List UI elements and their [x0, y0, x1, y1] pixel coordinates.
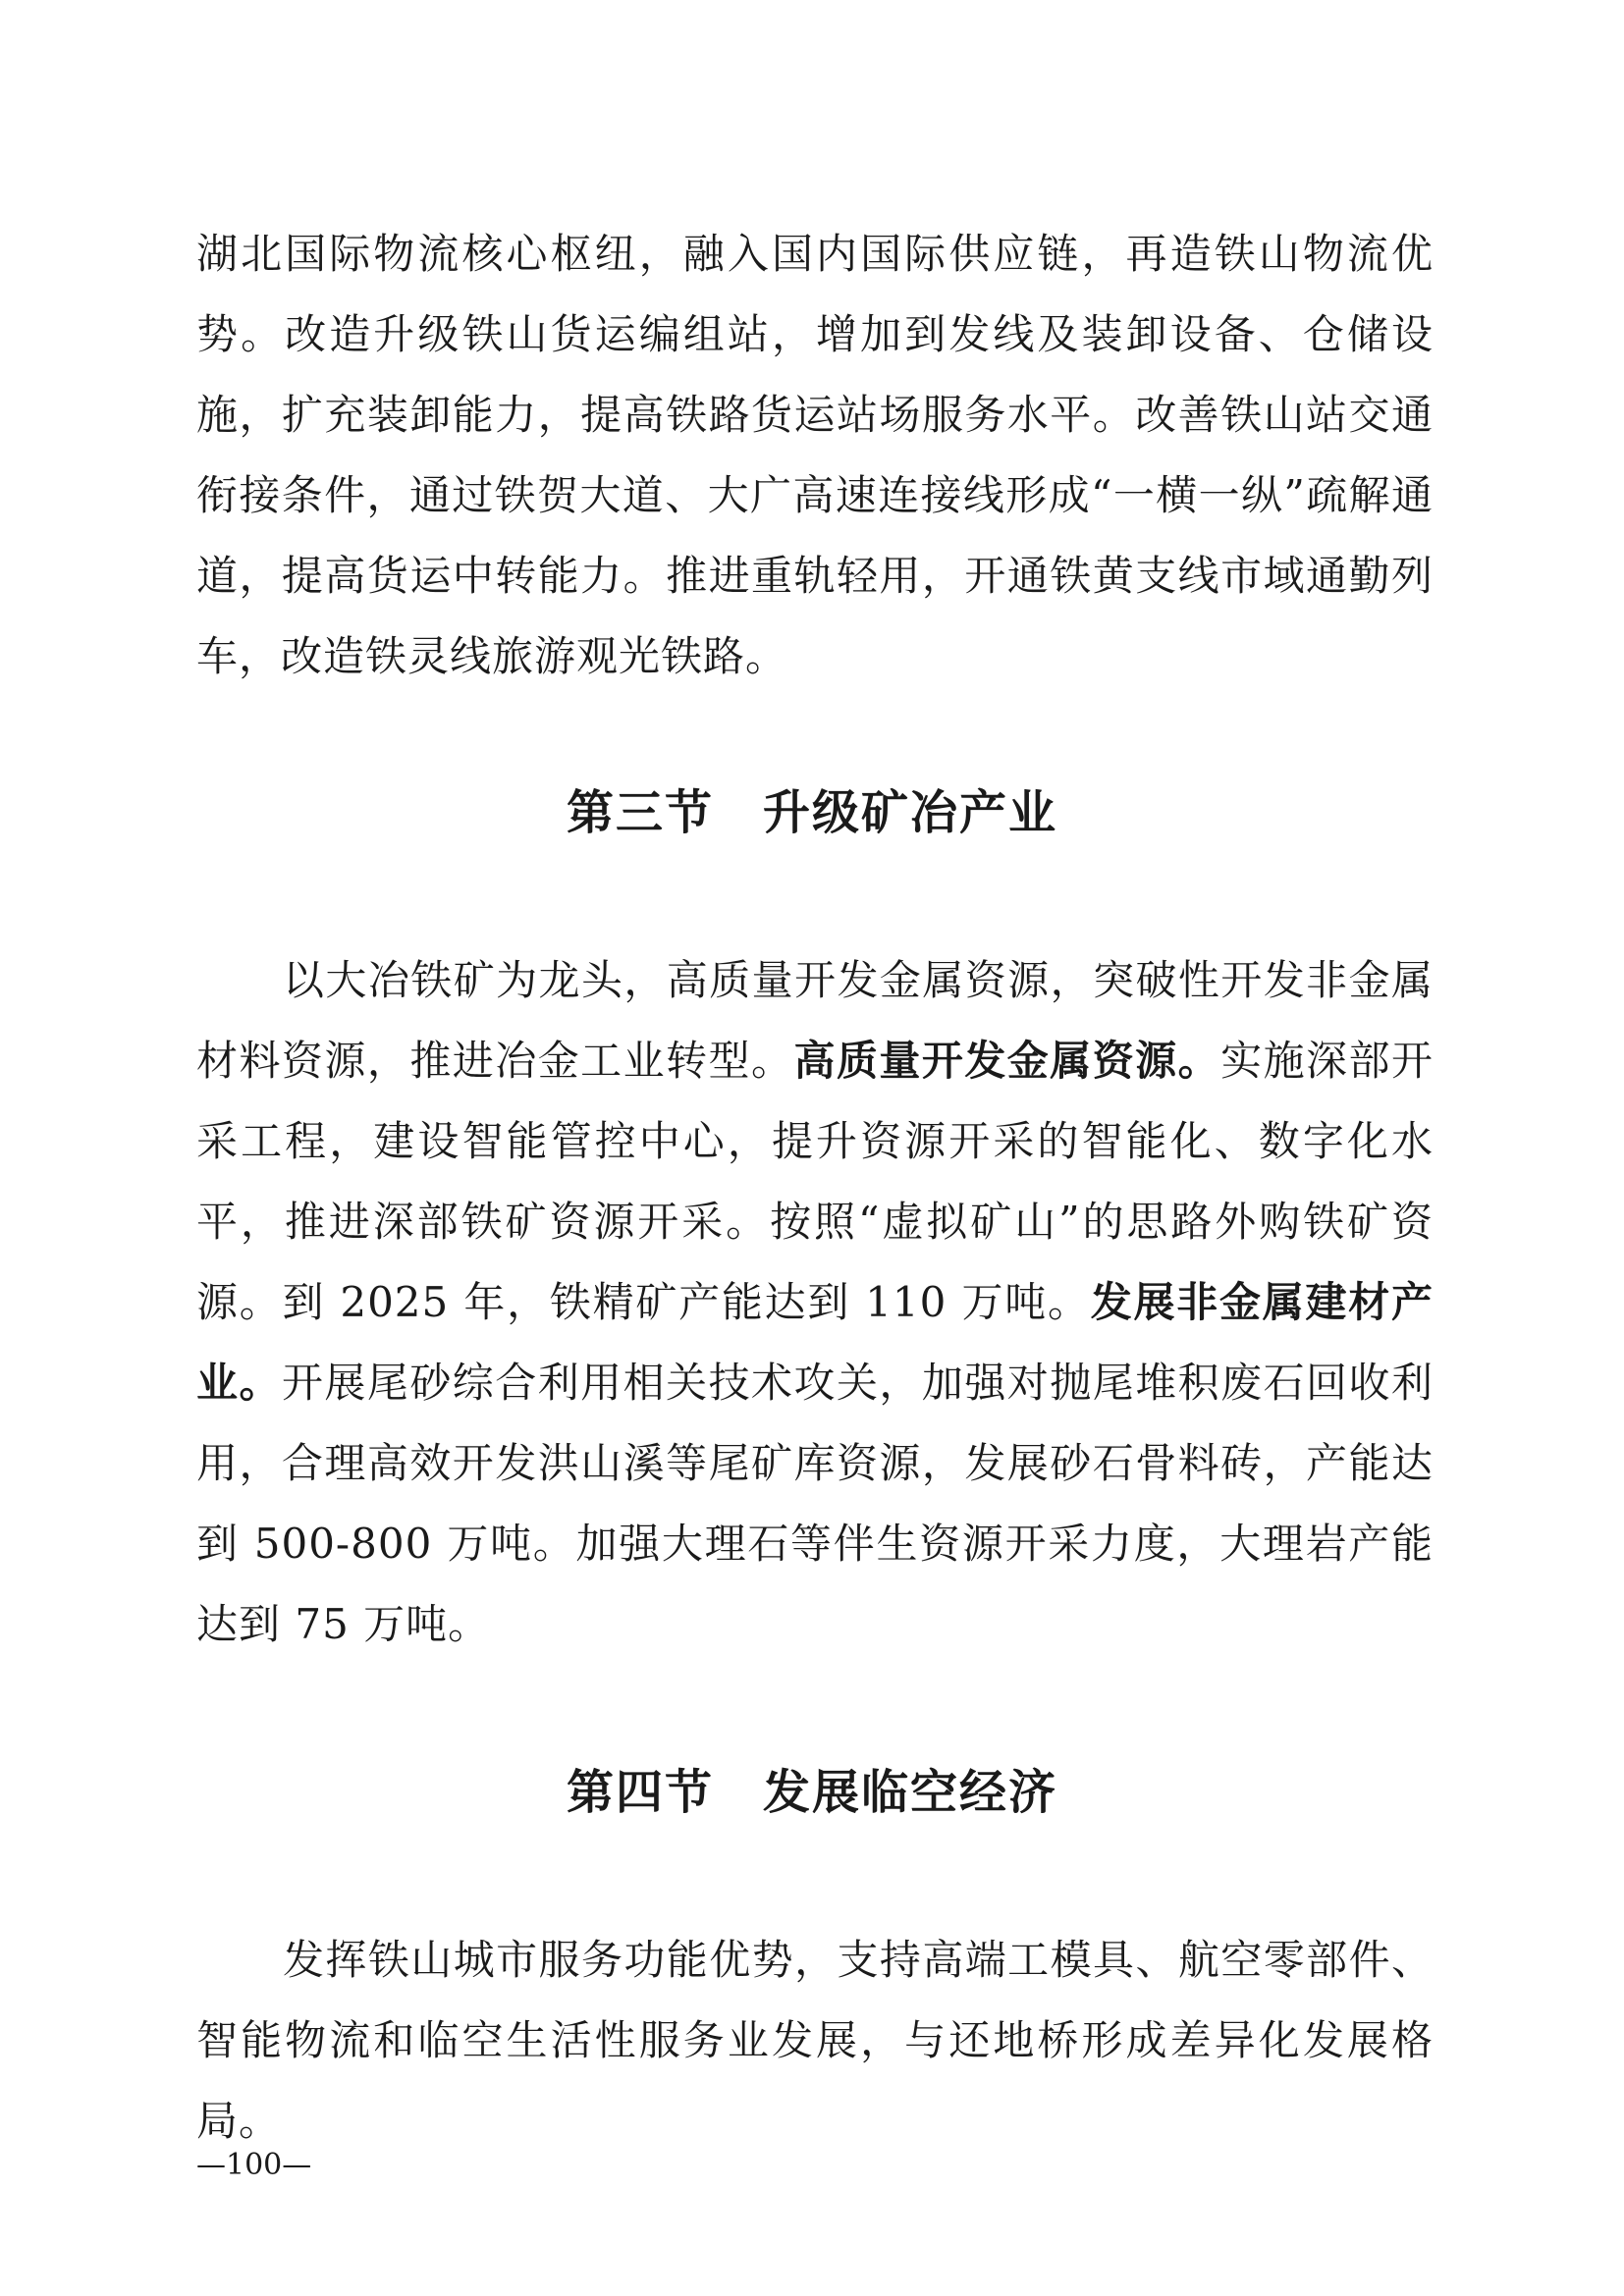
page-number: —100— — [196, 2148, 312, 2182]
paragraph-mining-part-1: 以大冶铁矿为龙头，高质量开发金属资源，突破性开发非金属材料资源，推进冶金工业转型。 — [196, 956, 1434, 1085]
section-heading-mining: 第三节 升级矿冶产业 — [566, 785, 1057, 840]
paragraph-mining-part-2: 实施深部开采工程，建设智能管控中心，提升资源开采的智能化、数字化水平，推进深部铁矿资源开采。按照“虚拟矿山”的思路外购铁矿资源。到 2025 年，铁精矿产能达到 110 万吨。 — [196, 1037, 1434, 1326]
section-heading-airport-economy: 第四节 发展临空经济 — [566, 1765, 1057, 1820]
paragraph-mining — [196, 940, 1434, 1665]
paragraph-logistics — [196, 214, 1434, 697]
paragraph-logistics-text: 湖北国际物流核心枢纽，融入国内国际供应链，再造铁山物流优势。改造升级铁山货运编组站，增加到发线及装卸设备、仓储设施，扩充装卸能力，提高铁路货运站场服务水平。改善铁山站交通衔接条件，通过铁贺大道、大广高速连接线形成“一横一纵”疏解通道，提高货运中转能力。推进重轨轻用，开通铁黄支线市域通勤列车，改造铁灵线旅游观光铁路。 — [196, 230, 1434, 680]
paragraph-airport-economy — [196, 1920, 1434, 2162]
paragraph-mining-bold-2: 发展非金属建材产业。 — [196, 1278, 1434, 1407]
paragraph-mining-part-3: 开展尾砂综合利用相关技术攻关，加强对抛尾堆积废石回收利用，合理高效开发洪山溪等尾矿库资源，发展砂石骨料砖，产能达到 500-800 万吨。加强大理石等伴生资源开采力度，大理岩产能达到 75 万吨。 — [196, 1359, 1434, 1648]
paragraph-airport-economy-text: 发挥铁山城市服务功能优势，支持高端工模具、航空零部件、智能物流和临空生活性服务业发展，与还地桥形成差异化发展格局。 — [196, 1936, 1434, 2145]
paragraph-mining-bold-1: 高质量开发金属资源。 — [793, 1037, 1221, 1085]
